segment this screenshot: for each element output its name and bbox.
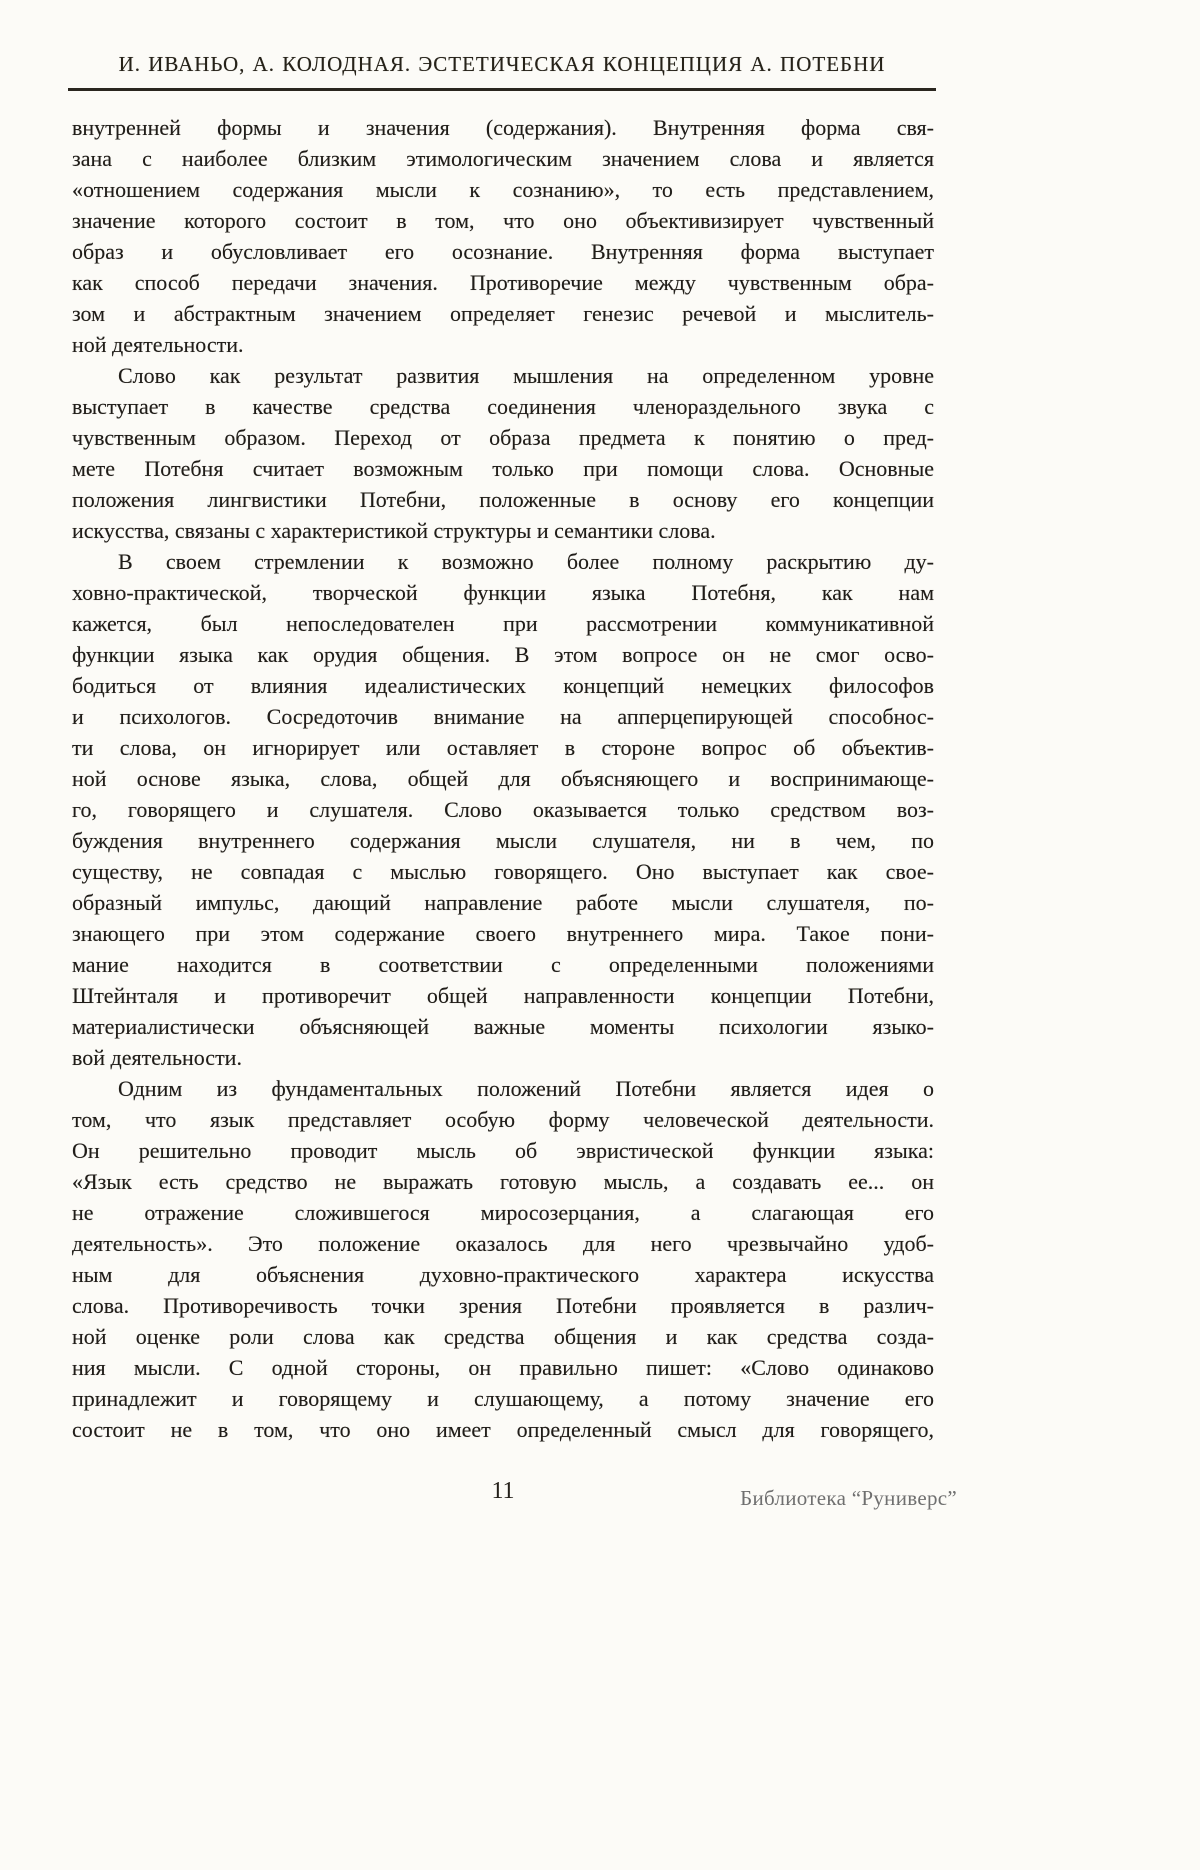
text-line: Слово как результат развития мышления на определенном уровне <box>118 363 934 388</box>
text-line: состоит не в том, что оно имеет определенный смысл для говорящего, <box>72 1417 934 1442</box>
text-line: ной основе языка, слова, общей для объясняющего и воспринимающе- <box>72 766 934 791</box>
watermark: Библиотека “Руниверс” <box>740 1486 957 1510</box>
text-line: «отношением содержания мысли к сознанию», то есть представлением, <box>72 177 934 202</box>
text-line: искусства, связаны с характеристикой структуры и семантики слова. <box>72 518 716 543</box>
text-line: существу, не совпадая с мыслью говорящего. Оно выступает как свое- <box>72 859 934 884</box>
text-line: и психологов. Сосредоточив внимание на апперцепирующей способнос- <box>72 704 934 729</box>
text-line: Штейнталя и противоречит общей направленности концепции Потебни, <box>72 983 934 1008</box>
text-line: мание находится в соответствии с определенными положениями <box>72 952 934 977</box>
text-line: образный импульс, дающий направление работе мысли слушателя, по- <box>72 890 934 915</box>
text-line: Одним из фундаментальных положений Потебни является идея о <box>118 1076 934 1101</box>
text-line: зана с наиболее близким этимологическим значением слова и является <box>72 146 934 171</box>
text-line: го, говорящего и слушателя. Слово оказывается только средством воз- <box>72 797 934 822</box>
text-line: выступает в качестве средства соединения членораздельного звука с <box>72 394 934 419</box>
text-line: принадлежит и говорящему и слушающему, а потому значение его <box>72 1386 934 1411</box>
text-line: не отражение сложившегося миросозерцания, а слагающая его <box>72 1200 934 1225</box>
text-line: Он решительно проводит мысль об эвристической функции языка: <box>72 1138 934 1163</box>
text-line: как способ передачи значения. Противоречие между чувственным обра- <box>72 270 934 295</box>
text-line: слова. Противоречивость точки зрения Потебни проявляется в различ- <box>72 1293 934 1318</box>
text-line: чувственным образом. Переход от образа предмета к понятию о пред- <box>72 425 934 450</box>
text-line: ховно-практической, творческой функции языка Потебня, как нам <box>72 580 934 605</box>
page-number: 11 <box>491 1478 515 1504</box>
text-line: зом и абстрактным значением определяет генезис речевой и мыслитель- <box>72 301 934 326</box>
text-line: ным для объяснения духовно-практического характера искусства <box>72 1262 934 1287</box>
text-line: образ и обусловливает его осознание. Внутренняя форма выступает <box>72 239 934 264</box>
running-header: И. ИВАНЬО, А. КОЛОДНАЯ. ЭСТЕТИЧЕСКАЯ КОНЦЕПЦИЯ А. ПОТЕБНИ <box>118 52 886 76</box>
header-rule <box>68 88 936 91</box>
text-line: знающего при этом содержание своего внутреннего мира. Такое пони- <box>72 921 934 946</box>
text-line: материалистически объясняющей важные моменты психологии языко- <box>72 1014 934 1039</box>
text-line: том, что язык представляет особую форму человеческой деятельности. <box>72 1107 934 1132</box>
text-line: ной деятельности. <box>72 332 244 357</box>
text-line: буждения внутреннего содержания мысли слушателя, ни в чем, по <box>72 828 934 853</box>
text-line: В своем стремлении к возможно более полному раскрытию ду- <box>118 549 934 574</box>
text-line: кажется, был непоследователен при рассмотрении коммуникативной <box>72 611 934 636</box>
text-line: ти слова, он игнорирует или оставляет в стороне вопрос об объектив- <box>72 735 934 760</box>
text-line: значение которого состоит в том, что оно объективизирует чувственный <box>72 208 934 233</box>
text-line: вой деятельности. <box>72 1045 242 1070</box>
text-line: ной оценке роли слова как средства общения и как средства созда- <box>72 1324 934 1349</box>
text-line: функции языка как орудия общения. В этом вопросе он не смог осво- <box>72 642 934 667</box>
text-line: внутренней формы и значения (содержания). Внутренняя форма свя- <box>72 115 934 140</box>
text-line: «Язык есть средство не выражать готовую мысль, а создавать ее... он <box>72 1169 934 1194</box>
text-line: ния мысли. С одной стороны, он правильно пишет: «Слово одинаково <box>72 1355 934 1380</box>
text-line: мете Потебня считает возможным только при помощи слова. Основные <box>72 456 934 481</box>
text-line: положения лингвистики Потебни, положенные в основу его концепции <box>72 487 934 512</box>
text-line: бодиться от влияния идеалистических концепций немецких философов <box>72 673 934 698</box>
body-text <box>72 112 934 1445</box>
text-line: деятельность». Это положение оказалось для него чрезвычайно удоб- <box>72 1231 934 1256</box>
